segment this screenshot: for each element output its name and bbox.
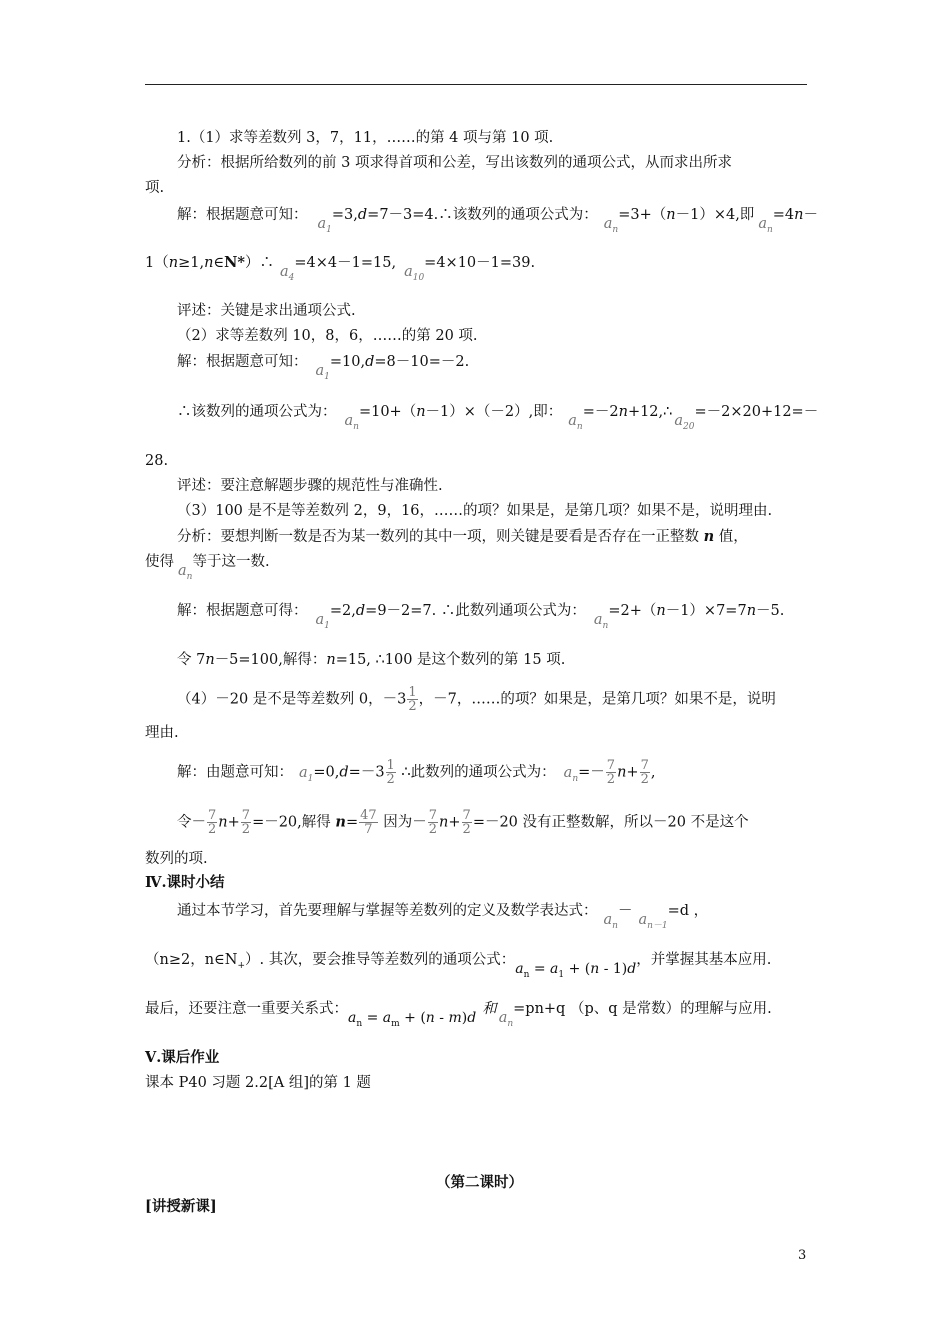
q3-title: （3）100 是不是等差数列 2，9，16，……的项？如果是，是第几项？如果不是，说明理由. [177, 503, 773, 519]
q2-formula-cont: 28. [145, 453, 169, 469]
relation-formula: $a_n = a_m + (n - m)d$ [348, 1010, 477, 1029]
q1-analysis: 分析：根据所给数列的前 3 项求得首项和公差，写出该数列的通项公式，从而求出所求 [177, 155, 732, 171]
q4-conclusion: 数列的项. [145, 851, 208, 867]
q3-conclusion: 令 7n－5=100,解得：n=15, ∴100 是这个数列的第 15 项. [177, 652, 566, 668]
q4-title-cont: 理由. [145, 725, 179, 741]
q1-title: 1.（1）求等差数列 3，7，11，……的第 4 项与第 10 项. [177, 130, 554, 146]
q1-solution: 解：根据题意可知：$a_1=3,d=7-3=4.\therefore$该数列的通项公式为：$a_n=3+(n-1)\times 4$,即$a_n=4n-$ [177, 207, 818, 235]
second-lesson-heading: （第二课时） [436, 1174, 523, 1191]
q4-title: （4）－20 是不是等差数列 0，－3 $\frac{1}{2}$ ，－7，……的项？如果是，是第几项？如果不是，说明 [177, 685, 776, 714]
q4-solve: 令－ $\frac{7}{2}$ n+ $\frac{7}{2}$ =－20,解得 n= $\frac{47}{7}$ 因为－ $\frac{7}{2}$ n+ $\frac{7}{2}$ =－20 没有正整数解，所以－20 不是这个 [177, 808, 749, 837]
q2-solution: 解：根据题意可知：$a_1=10,d=8-10=-2$. [177, 354, 470, 382]
q3-analysis-cont: 使得$a_n$等于这一数. [145, 554, 270, 582]
summary-line-2: （n≥2，$n\in N_+$）. 其次，要会推导等差数列的通项公式：$a_n = a_1 + (n - 1)d$，并掌握其基本应用. [145, 952, 772, 980]
homework-text: 课本 P40 习题 2.2[A 组]的第 1 题 [145, 1075, 371, 1091]
q2-formula: ∴该数列的通项公式为：$a_n=10+(n-1)\times(-2)$,即：$a_n=-2n+12,\therefore a_{20}=-2\times 20+12=-$ [177, 404, 819, 432]
q1-solution-cont: $1(n\ge 1,n\in N*)\therefore a_4=4\times 4-1=15,a_{10}=4\times 10-1=39$. [145, 254, 536, 283]
summary-line-1: 通过本节学习，首先要理解与掌握等差数列的定义及数学表达式：$a_n-a_{n-1}=d$ ， [177, 903, 709, 931]
page-number: 3 [798, 1248, 807, 1263]
q3-analysis: 分析：要想判断一数是否为某一数列的其中一项，则关键是要看是否存在一正整数 n 值， [177, 528, 748, 545]
q2-title: （2）求等差数列 10，8，6，……的第 20 项. [177, 328, 478, 344]
q2-remark: 评述：要注意解题步骤的规范性与准确性. [177, 478, 443, 494]
new-lesson-heading: [讲授新课] [145, 1198, 217, 1215]
header-rule [145, 84, 807, 85]
q3-solution: 解：根据题意可得：$a_1=2,d=9-2=7$. ∴此数列通项公式为：$a_n=2+(n-1)\times 7=7n-5$. [177, 603, 785, 631]
section-summary-heading: Ⅳ.课时小结 [145, 874, 225, 891]
q4-solution: 解：由题意可知： $a_1=0,d=-3$ $\frac{1}{2}$ ∴此数列的通项公式为： $a_n=-$ $\frac{7}{2}$ n+ $\frac{7}{2}$ , [177, 758, 656, 787]
q1-remark: 评述：关键是求出通项公式. [177, 303, 356, 319]
summary-line-3: 最后，还要注意一重要关系式：$a_n = a_m + (n - m)d$和$a_n=pn+q$ （p、q 是常数）的理解与应用. [145, 1001, 772, 1029]
general-term-formula: $a_n = a_1 + (n - 1)d$ [515, 961, 637, 980]
fraction-one-half: $\frac{1}{2}$ [408, 685, 417, 714]
q1-analysis-cont: 项. [145, 180, 165, 196]
section-homework-heading: Ⅴ.课后作业 [145, 1049, 220, 1066]
